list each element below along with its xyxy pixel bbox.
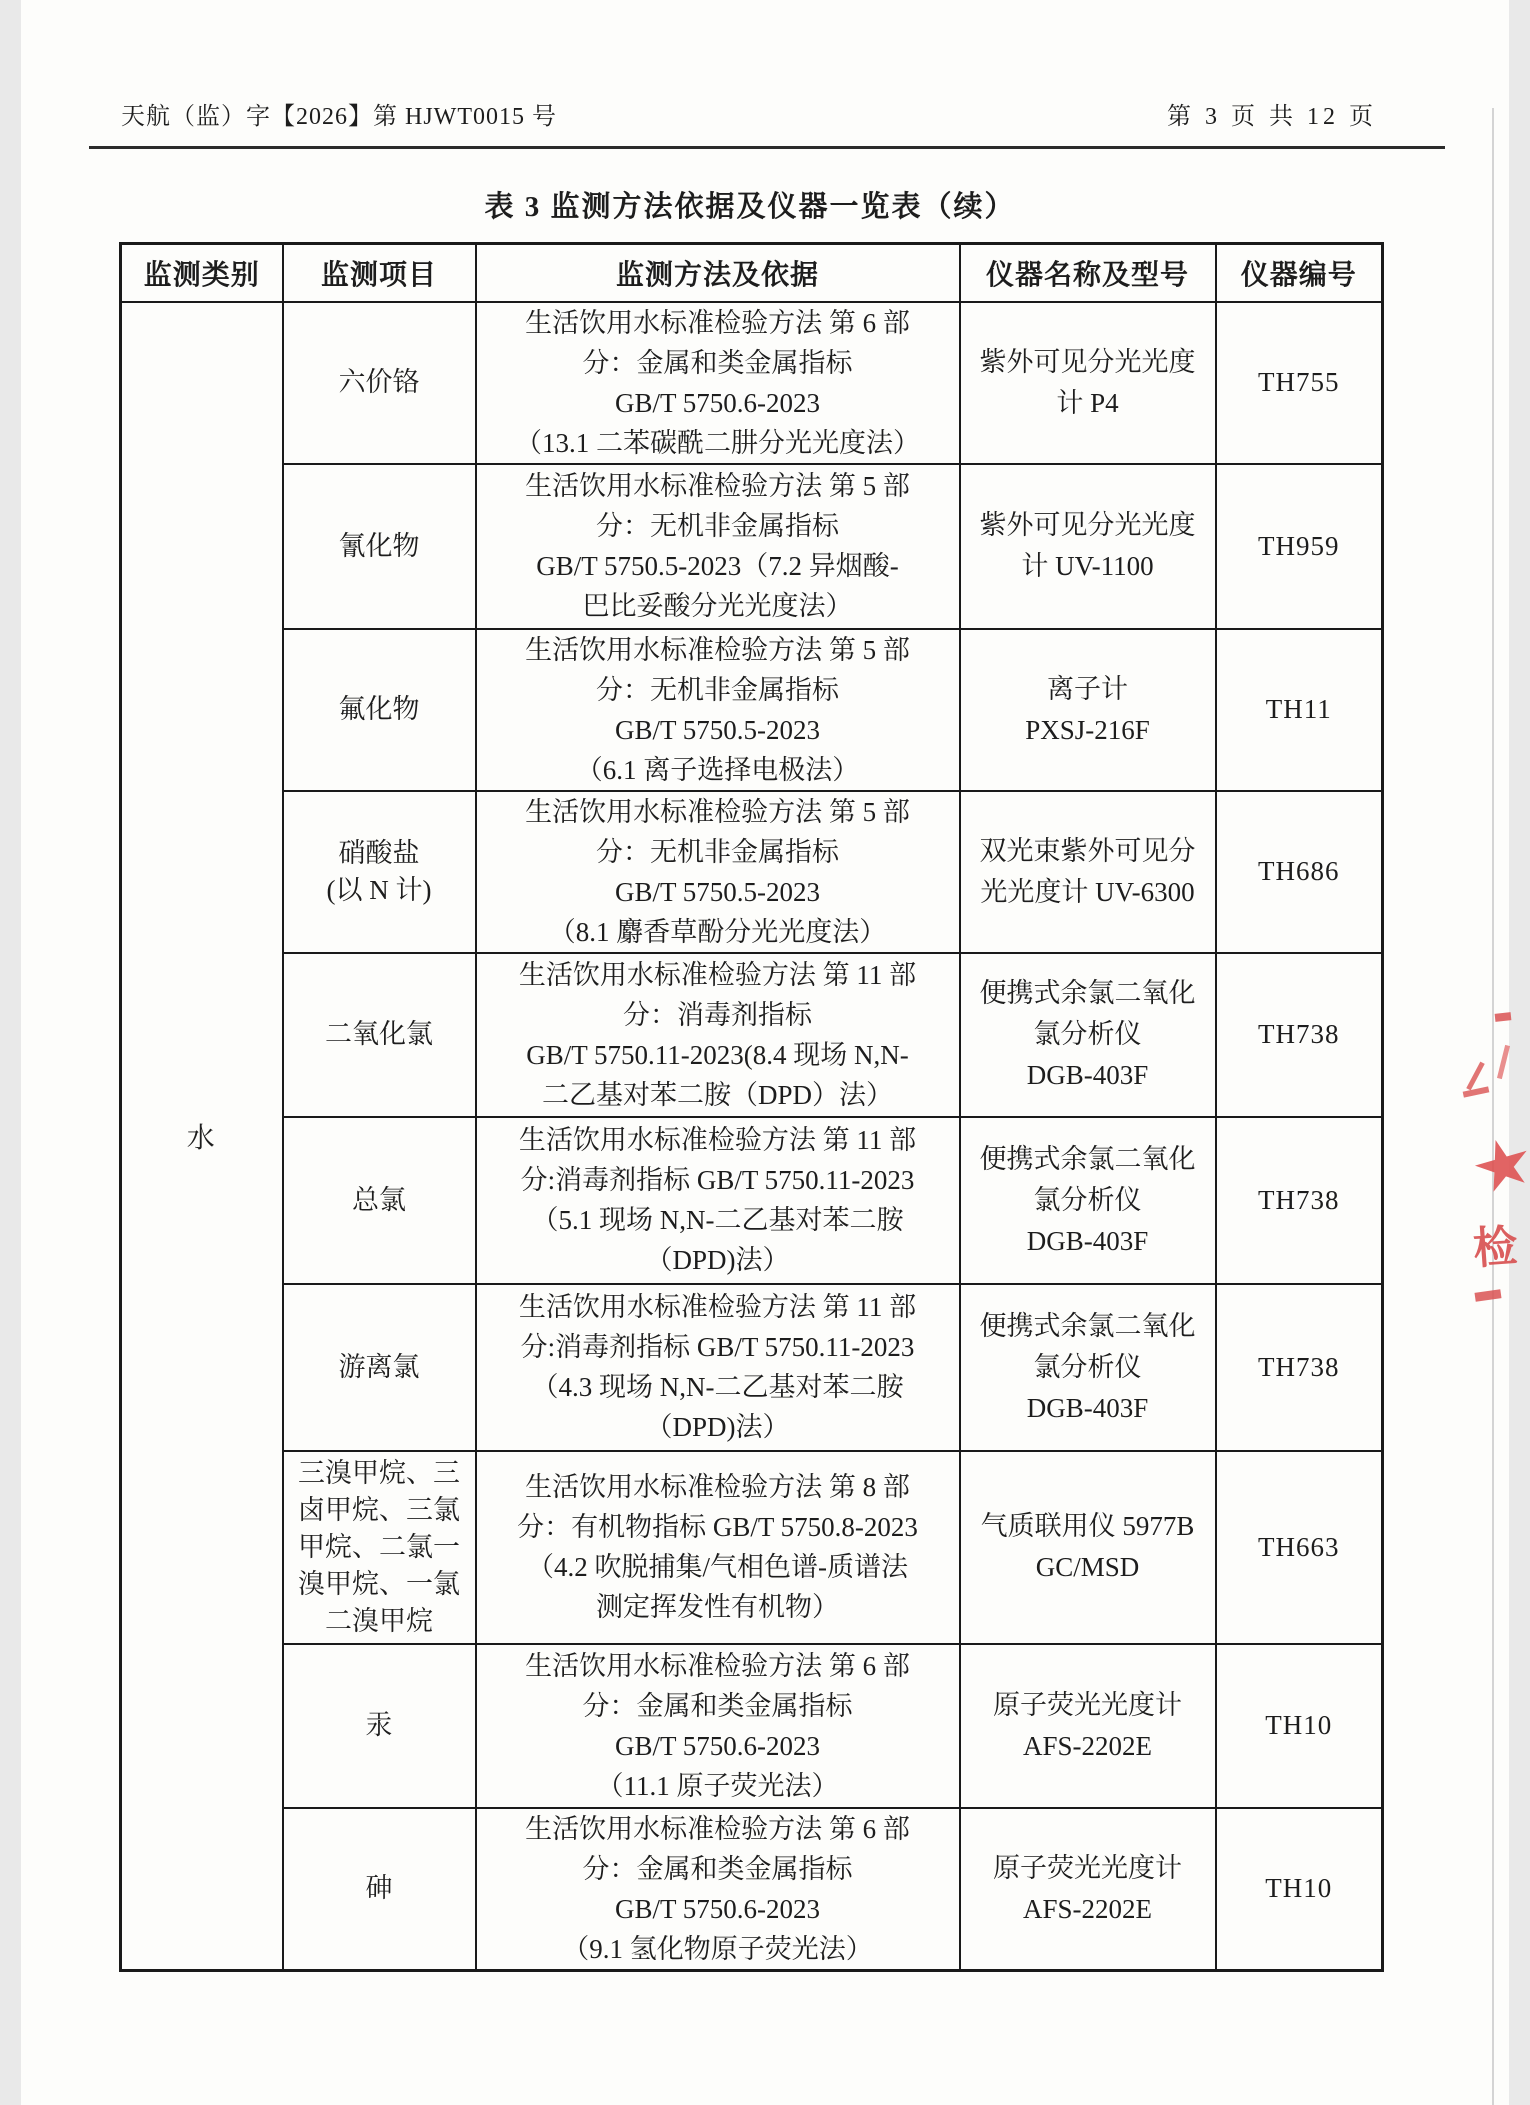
method-cell: 生活饮用水标准检验方法 第 5 部 分：无机非金属指标 GB/T 5750.5-2023 （6.1 离子选择电极法） <box>476 629 960 791</box>
col-header-item: 监测项目 <box>283 244 476 302</box>
item-cell: 氟化物 <box>283 629 476 791</box>
item-cell: 汞 <box>283 1644 476 1808</box>
method-cell: 生活饮用水标准检验方法 第 6 部 分：金属和类金属指标 GB/T 5750.6-2023 （13.1 二苯碳酰二肼分光光度法） <box>476 302 960 464</box>
instrument-cell: 双光束紫外可见分 光光度计 UV-6300 <box>960 791 1216 953</box>
method-cell: 生活饮用水标准检验方法 第 8 部 分：有机物指标 GB/T 5750.8-2023 （4.2 吹脱捕集/气相色谱-质谱法 测定挥发性有机物） <box>476 1451 960 1644</box>
col-header-category: 监测类别 <box>121 244 283 302</box>
item-cell: 硝酸盐 (以 N 计) <box>283 791 476 953</box>
table-row <box>121 1808 1383 1971</box>
item-cell: 游离氯 <box>283 1284 476 1451</box>
instrument-code-cell: TH738 <box>1216 1117 1383 1284</box>
table-row <box>121 953 1383 1117</box>
method-cell: 生活饮用水标准检验方法 第 11 部 分:消毒剂指标 GB/T 5750.11-2023 （5.1 现场 N,N-二乙基对苯二胺 （DPD)法） <box>476 1117 960 1284</box>
instrument-cell: 便携式余氯二氧化 氯分析仪 DGB-403F <box>960 953 1216 1117</box>
table-row <box>121 791 1383 953</box>
instrument-cell: 便携式余氯二氧化 氯分析仪 DGB-403F <box>960 1284 1216 1451</box>
instrument-code-cell: TH959 <box>1216 464 1383 629</box>
instrument-cell: 原子荧光光度计 AFS-2202E <box>960 1644 1216 1808</box>
col-header-instrument: 仪器名称及型号 <box>960 244 1216 302</box>
instrument-cell: 便携式余氯二氧化 氯分析仪 DGB-403F <box>960 1117 1216 1284</box>
method-cell: 生活饮用水标准检验方法 第 11 部 分：消毒剂指标 GB/T 5750.11-2023(8.4 现场 N,N- 二乙基对苯二胺（DPD）法） <box>476 953 960 1117</box>
table-row <box>121 302 1383 464</box>
item-cell: 氰化物 <box>283 464 476 629</box>
instrument-code-cell: TH663 <box>1216 1451 1383 1644</box>
table-title: 表 3 监测方法依据及仪器一览表（续） <box>484 191 1016 223</box>
item-cell: 六价铬 <box>283 302 476 464</box>
stamp-star-icon <box>1469 1132 1530 1199</box>
page-header <box>121 96 1377 131</box>
page-number: 第 3 页 共 12 页 <box>1167 104 1377 130</box>
instrument-cell: 紫外可见分光光度 计 UV-1100 <box>960 464 1216 629</box>
category-cell: 水 <box>121 302 283 1971</box>
header-divider <box>89 146 1445 149</box>
instrument-code-cell: TH10 <box>1216 1808 1383 1971</box>
table-row <box>121 1451 1383 1644</box>
instrument-code-cell: TH755 <box>1216 302 1383 464</box>
table-row <box>121 464 1383 629</box>
method-cell: 生活饮用水标准检验方法 第 5 部 分：无机非金属指标 GB/T 5750.5-2023（7.2 异烟酸- 巴比妥酸分光光度法） <box>476 464 960 629</box>
method-cell: 生活饮用水标准检验方法 第 11 部 分:消毒剂指标 GB/T 5750.11-2023 （4.3 现场 N,N-二乙基对苯二胺 （DPD)法） <box>476 1284 960 1451</box>
stamp-mark <box>1466 1062 1484 1091</box>
table-row <box>121 1644 1383 1808</box>
stamp-mark <box>1495 1012 1512 1022</box>
item-cell: 砷 <box>283 1808 476 1971</box>
stamp-mark <box>1475 1289 1502 1302</box>
instrument-cell: 离子计 PXSJ-216F <box>960 629 1216 791</box>
table-row <box>121 1117 1383 1284</box>
col-header-code: 仪器编号 <box>1216 244 1383 302</box>
instrument-code-cell: TH686 <box>1216 791 1383 953</box>
stamp-character: 检 <box>1471 1221 1519 1274</box>
doc-number: 天航（监）字【2026】第 HJWT0015 号 <box>121 104 557 130</box>
table-row <box>121 629 1383 791</box>
table-header-row <box>121 244 1383 302</box>
method-cell: 生活饮用水标准检验方法 第 5 部 分：无机非金属指标 GB/T 5750.5-2023 （8.1 麝香草酚分光光度法） <box>476 791 960 953</box>
instrument-cell: 原子荧光光度计 AFS-2202E <box>960 1808 1216 1971</box>
instrument-code-cell: TH738 <box>1216 953 1383 1117</box>
col-header-method: 监测方法及依据 <box>476 244 960 302</box>
item-cell: 总氯 <box>283 1117 476 1284</box>
item-cell: 二氧化氯 <box>283 953 476 1117</box>
document-page <box>21 0 1519 2105</box>
instrument-cell: 紫外可见分光光度 计 P4 <box>960 302 1216 464</box>
monitoring-table <box>119 242 1384 1972</box>
table-row <box>121 1284 1383 1451</box>
stamp-mark <box>1497 1045 1510 1079</box>
instrument-code-cell: TH11 <box>1216 629 1383 791</box>
method-cell: 生活饮用水标准检验方法 第 6 部 分：金属和类金属指标 GB/T 5750.6-2023 （9.1 氢化物原子荧光法） <box>476 1808 960 1971</box>
instrument-code-cell: TH10 <box>1216 1644 1383 1808</box>
stamp-fragment <box>1449 1005 1519 1325</box>
instrument-cell: 气质联用仪 5977B GC/MSD <box>960 1451 1216 1644</box>
instrument-code-cell: TH738 <box>1216 1284 1383 1451</box>
method-cell: 生活饮用水标准检验方法 第 6 部 分：金属和类金属指标 GB/T 5750.6-2023 （11.1 原子荧光法） <box>476 1644 960 1808</box>
item-cell: 三溴甲烷、三 卤甲烷、三氯 甲烷、二氯一 溴甲烷、一氯 二溴甲烷 <box>283 1451 476 1644</box>
